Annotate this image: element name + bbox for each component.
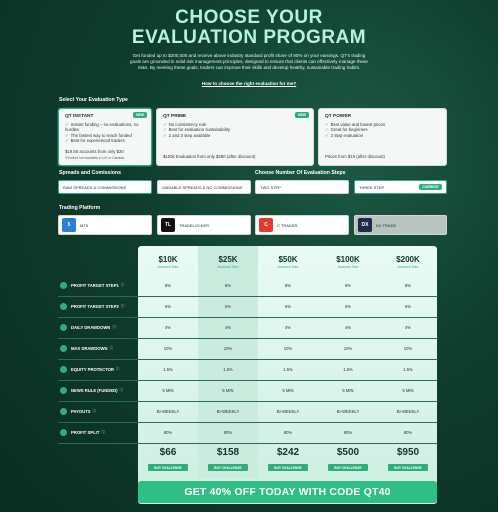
row-divider xyxy=(58,359,438,360)
platform-option-tradelocker[interactable] xyxy=(157,215,251,235)
table-cell: 10% xyxy=(283,346,293,351)
table-cell: 10% xyxy=(403,346,413,351)
feature-text: No consistency rule xyxy=(168,122,207,127)
row-divider xyxy=(58,317,438,318)
price-value: $158 xyxy=(216,447,240,458)
platform-name: MT5 xyxy=(80,222,88,228)
info-icon[interactable]: ⓘ xyxy=(120,303,125,308)
platform-name: TRADELOCKER xyxy=(179,222,210,228)
row-label-text: EQUITY PROTECTOR xyxy=(71,366,114,372)
card-price-note: Prices from $16 (after discount) xyxy=(325,154,385,159)
table-cell: 1.5% xyxy=(223,367,233,372)
current-badge: CURRENT xyxy=(419,184,442,190)
table-cell: 5 MIN xyxy=(342,388,354,393)
row-label-text: PROFIT TARGET STEP2 xyxy=(71,303,119,309)
row-label-equity-protector xyxy=(60,361,138,377)
table-cell: 80% xyxy=(403,430,413,435)
row-divider xyxy=(58,443,438,444)
table-cell: 8% xyxy=(224,283,232,288)
table-cell: 4% xyxy=(344,325,352,330)
account-size-label: Account Size xyxy=(217,265,239,269)
row-label-news-rule-funded- xyxy=(60,382,138,398)
check-icon: ✓ xyxy=(163,132,167,138)
check-icon: ✓ xyxy=(163,122,167,127)
check-icon: ✓ xyxy=(163,127,167,133)
info-icon[interactable]: ⓘ xyxy=(115,366,120,371)
check-icon: ✓ xyxy=(325,122,329,127)
info-icon[interactable]: ⓘ xyxy=(92,408,97,413)
evaluation-card-qt-power[interactable] xyxy=(318,108,447,166)
info-icon[interactable]: ⓘ xyxy=(112,324,116,329)
check-icon: ✓ xyxy=(65,132,69,138)
card-title: QT PRIME xyxy=(163,114,187,119)
row-label-payouts xyxy=(60,403,138,419)
table-cell: BI-WEEKLY xyxy=(156,409,180,414)
title-line-2: EVALUATION PROGRAM xyxy=(131,27,367,48)
how-to-choose-link[interactable]: How to choose the right evaluation for me? xyxy=(201,80,297,86)
page-title xyxy=(0,8,498,48)
table-cell: 4% xyxy=(164,325,172,330)
table-cell: BI-WEEKLY xyxy=(216,409,240,414)
row-label-profit-target-step2 xyxy=(60,298,138,314)
platform-label: Trading Platform xyxy=(59,205,101,211)
title-line-1: CHOOSE YOUR xyxy=(175,7,323,28)
table-cell: 5 MIN xyxy=(282,388,294,393)
card-title: QT POWER xyxy=(325,114,352,119)
info-icon[interactable]: ⓘ xyxy=(101,429,105,434)
row-divider xyxy=(58,338,438,339)
account-size-label: Account Size xyxy=(397,265,419,269)
steps-option-three[interactable] xyxy=(354,180,447,194)
spreads-option-variable[interactable] xyxy=(157,180,251,194)
table-cell: 8% xyxy=(164,283,172,288)
account-size-value: $50K xyxy=(278,255,298,264)
platform-option-c-trader[interactable] xyxy=(255,215,349,235)
table-cell: 5 MIN xyxy=(222,388,234,393)
steps-option-two[interactable] xyxy=(255,180,349,194)
platform-option-mt5[interactable] xyxy=(58,215,152,235)
feature-item xyxy=(325,133,440,138)
new-badge: NEW xyxy=(133,112,147,118)
row-icon xyxy=(60,282,67,289)
price-value: $500 xyxy=(336,447,360,458)
check-icon: ✓ xyxy=(65,138,69,144)
row-label-text: MAX DRAWDOWN xyxy=(71,345,108,351)
table-cell: 5 MIN xyxy=(402,388,414,393)
table-cell: 80% xyxy=(223,430,233,435)
row-label-text: PAYOUTS xyxy=(71,408,91,414)
row-icon xyxy=(60,429,67,436)
row-icon xyxy=(60,387,67,394)
table-cell: BI-WEEKLY xyxy=(396,409,420,414)
account-size-label: Account Size xyxy=(337,265,359,269)
row-label-max-drawdown xyxy=(60,340,138,356)
platform-name: C TRADER xyxy=(277,222,298,228)
table-cell: 5% xyxy=(344,304,352,309)
feature-item xyxy=(65,122,145,133)
price-value: $66 xyxy=(159,447,177,458)
table-cell: 80% xyxy=(343,430,353,435)
table-cell: BI-WEEKLY xyxy=(276,409,300,414)
feature-text: Best for evaluation sustainability xyxy=(168,127,230,133)
account-size-value: $25K xyxy=(218,255,238,264)
row-label-text: NEWS RULE (FUNDED) xyxy=(71,387,118,393)
table-cell: 8% xyxy=(284,283,292,288)
promo-banner[interactable]: GET 40% OFF TODAY WITH CODE QT40 xyxy=(138,481,437,503)
mt5-logo-icon: 5 xyxy=(62,218,76,232)
table-cell: 5 MIN xyxy=(162,388,174,393)
steps-label: Choose Number Of Evaluation Steps xyxy=(255,170,346,176)
check-icon: ✓ xyxy=(65,122,69,127)
row-divider xyxy=(58,296,438,297)
card-fine-print: *Product not available in US or Canada xyxy=(65,156,124,160)
new-badge: NEW xyxy=(295,112,309,118)
feature-text: 2 and 3 step available xyxy=(168,132,211,138)
price-value: $242 xyxy=(276,447,300,458)
buy-challenge-button[interactable]: BUY CHALLENGE xyxy=(388,464,428,471)
account-size-value: $10K xyxy=(158,255,178,264)
hero xyxy=(0,0,498,90)
table-cell: 5% xyxy=(224,304,232,309)
check-icon: ✓ xyxy=(325,132,329,138)
row-icon xyxy=(60,408,67,415)
row-label-text: DAILY DRAWDOWN xyxy=(71,324,111,330)
row-icon xyxy=(60,345,67,352)
feature-item xyxy=(65,138,145,143)
table-cell: 1.5% xyxy=(343,367,353,372)
account-size-value: $200K xyxy=(396,255,420,264)
table-cell: 1.5% xyxy=(403,367,413,372)
table-cell: 5% xyxy=(284,304,292,309)
spreads-option-label: RAW SPREADS & COMMISSIONS xyxy=(63,184,127,190)
info-icon[interactable]: ⓘ xyxy=(109,345,114,350)
spreads-option-raw[interactable] xyxy=(58,180,152,194)
table-cell: 4% xyxy=(404,325,412,330)
platform-name: DX TRADE xyxy=(376,222,397,228)
steps-option-label: THREE STEP xyxy=(359,184,385,190)
platform-option-dx-trade[interactable] xyxy=(354,215,447,235)
evaluation-label: Select Your Evaluation Type xyxy=(59,97,128,103)
account-size-value: $100K xyxy=(336,255,360,264)
table-cell: 80% xyxy=(163,430,173,435)
feature-text: 2 step evaluation xyxy=(330,132,364,138)
steps-option-label: TWO STEP xyxy=(260,184,281,190)
info-icon[interactable]: ⓘ xyxy=(119,387,124,392)
buy-challenge-button[interactable]: BUY CHALLENGE xyxy=(268,464,308,471)
table-cell: 10% xyxy=(163,346,173,351)
buy-challenge-button[interactable]: BUY CHALLENGE xyxy=(148,464,188,471)
table-cell: 4% xyxy=(284,325,292,330)
table-cell: 8% xyxy=(404,283,412,288)
table-cell: BI-WEEKLY xyxy=(336,409,360,414)
row-divider xyxy=(58,380,438,381)
row-label-text: PROFIT SPLIT xyxy=(71,429,100,435)
feature-text: Best for experienced traders xyxy=(70,138,125,144)
table-cell: 5% xyxy=(164,304,172,309)
row-divider xyxy=(58,422,438,423)
dx-trade-logo-icon: DX xyxy=(358,218,372,232)
row-icon xyxy=(60,303,67,310)
table-cell: 5% xyxy=(404,304,412,309)
table-cell: 10% xyxy=(223,346,233,351)
row-divider xyxy=(58,401,438,402)
card-price-note: $100k Evaluation from only $280 (after discount) xyxy=(163,154,256,159)
price-value: $950 xyxy=(396,447,420,458)
evaluation-card-qt-instant[interactable] xyxy=(58,108,152,166)
spreads-label: Spreads and Comissions xyxy=(59,170,121,176)
c-trader-logo-icon: C xyxy=(259,218,273,232)
feature-text: Great for beginners xyxy=(330,127,368,133)
account-size-label: Account Size xyxy=(157,265,179,269)
feature-text: Best value and lowest prices xyxy=(330,122,386,127)
row-label-daily-drawdown xyxy=(60,319,138,335)
table-cell: 10% xyxy=(343,346,353,351)
tradelocker-logo-icon: TL xyxy=(161,218,175,232)
buy-challenge-button[interactable]: BUY CHALLENGE xyxy=(208,464,248,471)
table-cell: 1.5% xyxy=(283,367,293,372)
row-label-profit-target-step1 xyxy=(60,277,138,293)
row-icon xyxy=(60,366,67,373)
info-icon[interactable]: ⓘ xyxy=(120,282,125,287)
row-icon xyxy=(60,324,67,331)
feature-text: The fastest way to reach funded xyxy=(70,132,132,138)
row-label-profit-split xyxy=(60,424,138,440)
feature-item xyxy=(163,133,307,138)
evaluation-card-qt-prime[interactable] xyxy=(156,108,314,166)
hero-description: Get funded up to $200,000 and receive above industry standard profit share of 90% on your earnings. QT's trading goals are grounded in solid risk management principles, designed to ensure that clients can effectively manage these risks. By meeting these goals, traders can improve their skills and develop healthy, sustainable trading habits. xyxy=(130,53,368,71)
account-size-label: Account Size xyxy=(277,265,299,269)
card-title: QT INSTANT xyxy=(65,114,94,119)
feature-text: Instant funding – no evaluations, no hurdles xyxy=(65,122,139,133)
table-cell: 1.5% xyxy=(163,367,173,372)
table-cell: 8% xyxy=(344,283,352,288)
spreads-option-label: VARIABLE SPREADS & NO COMMISSIONS xyxy=(162,184,243,190)
check-icon: ✓ xyxy=(325,127,329,133)
table-cell: 80% xyxy=(283,430,293,435)
card-price-note: $19.50 accounts from only $20 xyxy=(65,149,124,154)
row-label-text: PROFIT TARGET STEP1 xyxy=(71,282,119,288)
table-cell: 4% xyxy=(224,325,232,330)
buy-challenge-button[interactable]: BUY CHALLENGE xyxy=(328,464,368,471)
